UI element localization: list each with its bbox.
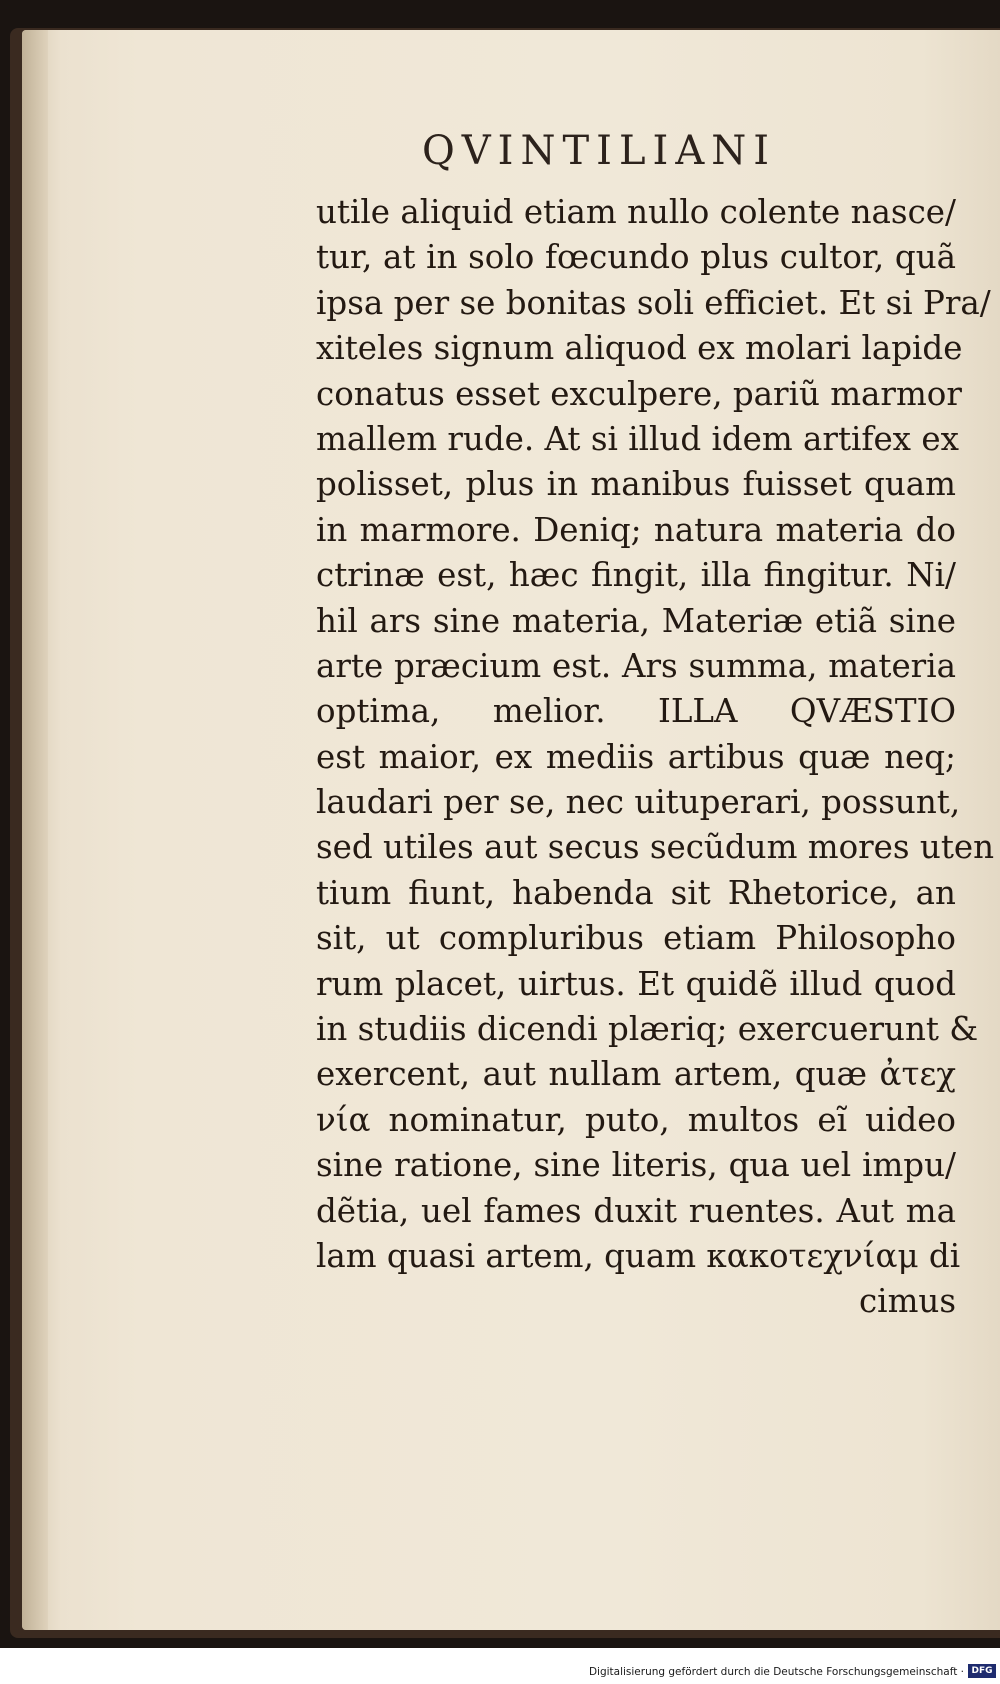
text-line: utile aliquid etiam nullo colente nasce/ <box>316 193 956 231</box>
text-line: conatus esset exculpere, pariũ marmor <box>316 374 962 413</box>
text-line: exercent, aut nullam artem, quæ ἀτεχ <box>316 1055 956 1094</box>
text-line: dẽtia, uel fames duxit ruentes. Aut ma <box>316 1191 956 1230</box>
text-line: sine ratione, sine literis, qua uel impu/ <box>316 1146 956 1185</box>
text-line: ipsa per se bonitas soli efficiet. Et si Pra/ <box>316 283 991 322</box>
text-line: νία nominatur, puto, multos eĩ uideo <box>316 1100 956 1139</box>
text-line: est maior, ex mediis artibus quæ neq; <box>316 737 956 776</box>
page-gutter <box>22 30 48 1630</box>
text-line: mallem rude. At si illud idem artifex ex <box>316 419 959 458</box>
body-text <box>316 190 995 1325</box>
text-line: tium fiunt, habenda sit Rhetorice, an <box>316 873 956 912</box>
text-line: arte præcium est. Ars summa, materia <box>316 646 956 685</box>
text-line: in marmore. Deniq; natura materia do <box>316 510 956 549</box>
dfg-logo-icon: DFG <box>968 1664 996 1678</box>
text-line: optima, melior. ILLA QVÆSTIO <box>316 692 956 731</box>
text-line: hil ars sine materia, Materiæ etiã sine <box>316 601 956 640</box>
text-line: ctrinæ est, hæc fingit, illa fingitur. Ni/ <box>316 556 956 595</box>
text-line: sit, ut compluribus etiam Philosopho <box>316 919 956 958</box>
text-line: sed utiles aut secus secũdum mores uten <box>316 828 995 867</box>
text-line: lam quasi artem, quam κακοτεχνίαμ di <box>316 1236 961 1275</box>
text-line: in studiis dicendi plæriq; exercuerunt & <box>316 1010 979 1049</box>
catchword: cimus <box>858 1282 956 1321</box>
text-line: polisset, plus in manibus fuisset quam <box>316 465 956 504</box>
text-line: laudari per se, nec uituperari, possunt, <box>316 783 961 822</box>
text-line: xiteles signum aliquod ex molari lapide <box>316 329 963 368</box>
text-line: rum placet, uirtus. Et quidẽ illud quod <box>316 964 956 1003</box>
funding-credit: Digitalisierung gefördert durch die Deutsche Forschungsgemeinschaft · <box>588 1666 964 1678</box>
text-line: tur, at in solo fœcundo plus cultor, quã <box>316 238 956 277</box>
running-header: QVINTILIANI <box>422 128 777 174</box>
